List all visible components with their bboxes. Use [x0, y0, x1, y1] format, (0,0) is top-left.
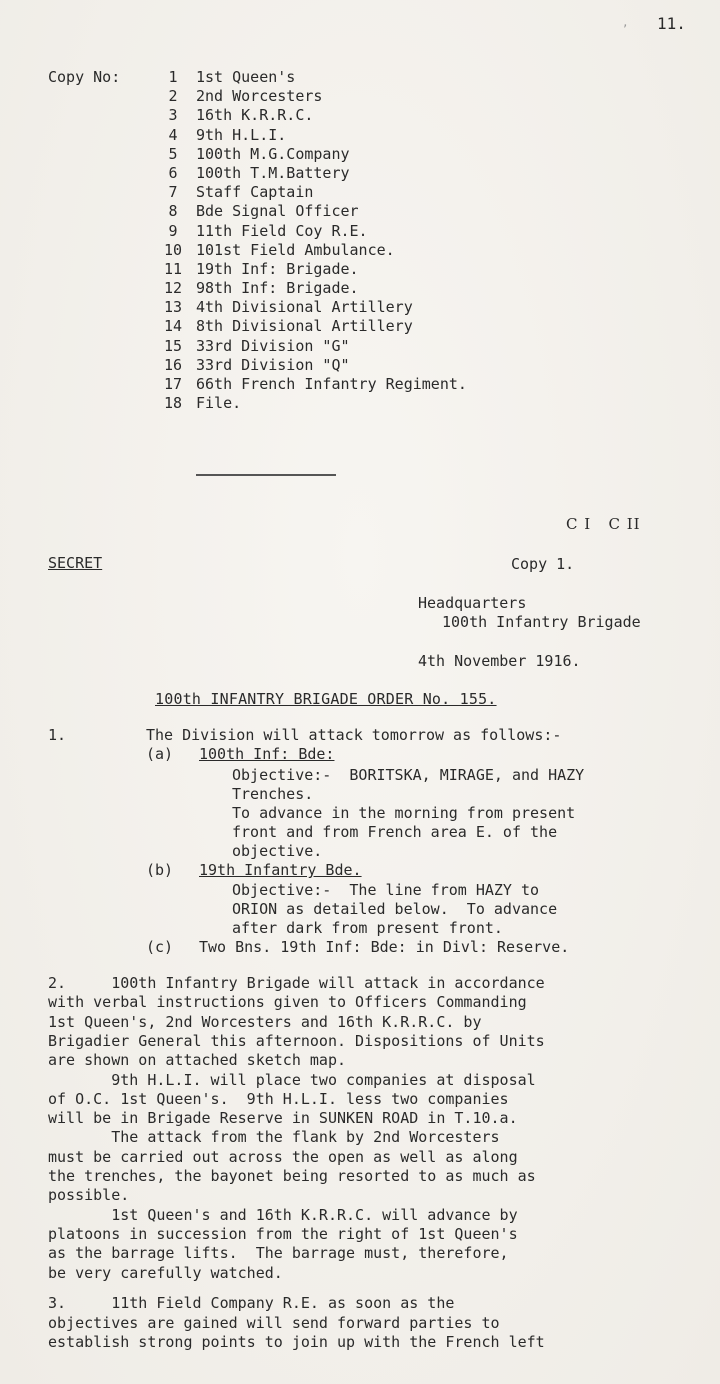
- distribution-item: [150, 279, 467, 298]
- distribution-item: [150, 222, 467, 241]
- distribution-item: [150, 375, 467, 394]
- distribution-item: [150, 145, 467, 164]
- distribution-item: [150, 260, 467, 279]
- distribution-item-number: 13: [163, 298, 183, 317]
- distribution-item-number: 11: [163, 259, 183, 278]
- distribution-item-number: 5: [168, 144, 178, 163]
- distribution-item: [150, 298, 467, 317]
- para2-line: with verbal instructions given to Officers Commanding: [48, 993, 527, 1012]
- para1-b-label: (b): [146, 861, 174, 879]
- distribution-item-text: 4th Divisional Artillery: [196, 298, 413, 317]
- distribution-list: [150, 68, 467, 413]
- para1-a-line: Objective:- BORITSKA, MIRAGE, and HAZY: [232, 766, 585, 784]
- distribution-item-text: 66th French Infantry Regiment.: [196, 375, 467, 393]
- distribution-item-number: 9: [168, 221, 178, 240]
- distribution-item-number: 1: [168, 68, 178, 86]
- hq-line-1: Headquarters: [418, 594, 527, 612]
- distribution-item-text: 8th Divisional Artillery: [196, 317, 413, 336]
- order-title: 100th INFANTRY BRIGADE ORDER No. 155.: [155, 690, 497, 708]
- para1-a-line: front and from French area E. of the: [232, 823, 558, 841]
- para2-line: 1st Queen's and 16th K.R.R.C. will advance by: [48, 1205, 518, 1224]
- hq-line-2: 100th Infantry Brigade: [442, 613, 641, 631]
- distribution-item-text: File.: [196, 394, 242, 413]
- distribution-item-number: 16: [163, 355, 183, 374]
- distribution-item-text: 33rd Division "Q": [196, 355, 350, 374]
- distribution-item-number: 3: [168, 106, 178, 125]
- para1-a-line: objective.: [232, 842, 323, 860]
- distribution-item: [150, 202, 467, 221]
- distribution-item: [150, 106, 467, 125]
- para2-line: 9th H.L.I. will place two companies at disposal: [48, 1070, 536, 1089]
- para3-line: establish strong points to join up with the French left: [48, 1333, 545, 1351]
- distribution-item-text: 33rd Division "G": [196, 336, 350, 355]
- distribution-item-number: 2: [168, 87, 178, 106]
- para2-line: the trenches, the bayonet being resorted to as much as: [48, 1167, 536, 1185]
- distribution-item-text: 100th T.M.Battery: [196, 163, 350, 182]
- para2-line: 1st Queen's, 2nd Worcesters and 16th K.R.R.C. by: [48, 1012, 482, 1031]
- para2-line: are shown on attached sketch map.: [48, 1051, 347, 1070]
- para1-b-line: after dark from present front.: [232, 919, 503, 937]
- para3-line: objectives are gained will send forward parties to: [48, 1313, 500, 1332]
- para1-b-line: Objective:- The line from HAZY to: [232, 881, 540, 899]
- distribution-item: [150, 68, 467, 87]
- distribution-item-number: 12: [163, 279, 183, 298]
- distribution-item-number: 6: [168, 163, 178, 182]
- para2-line: will be in Brigade Reserve in SUNKEN ROAD in T.10.a.: [48, 1109, 518, 1128]
- section-divider: [196, 474, 336, 476]
- distribution-item: [150, 183, 467, 202]
- page-number: 11.: [657, 14, 686, 33]
- distribution-item: [150, 317, 467, 336]
- distribution-item: [150, 87, 467, 106]
- copy-number: Copy 1.: [511, 555, 575, 573]
- para2-line: possible.: [48, 1186, 130, 1205]
- distribution-item-number: 14: [163, 317, 183, 336]
- para1-a-label: (a): [146, 745, 174, 763]
- para2-line: be very carefully watched.: [48, 1263, 283, 1282]
- para2-line: platoons in succession from the right of 1st Queen's: [48, 1224, 518, 1243]
- distribution-item-text: Bde Signal Officer: [196, 202, 359, 221]
- secret-heading: SECRET: [48, 554, 103, 572]
- para1-b-heading: 19th Infantry Bde.: [199, 861, 362, 879]
- distribution-item: [150, 394, 467, 413]
- distribution-item: [150, 337, 467, 356]
- pencil-tick-mark: ,: [622, 16, 629, 29]
- distribution-item: [150, 126, 467, 145]
- distribution-item-number: 18: [163, 394, 183, 413]
- distribution-item-text: Staff Captain: [196, 183, 314, 202]
- order-date: 4th November 1916.: [418, 652, 581, 670]
- para1-a-line: To advance in the morning from present: [232, 804, 576, 822]
- distribution-item-text: 11th Field Coy R.E.: [196, 221, 368, 240]
- distribution-item-text: 2nd Worcesters: [196, 87, 323, 106]
- distribution-item-number: 7: [168, 183, 178, 202]
- distribution-item-text: 100th M.G.Company: [196, 144, 350, 163]
- classification-marks: C I C II: [566, 515, 641, 533]
- para3-line: 3. 11th Field Company R.E. as soon as the: [48, 1294, 455, 1312]
- para2-line: must be carried out across the open as well as along: [48, 1147, 518, 1166]
- distribution-item-text: 1st Queen's: [196, 68, 296, 86]
- distribution-item-number: 15: [163, 336, 183, 355]
- distribution-item-text: 9th H.L.I.: [196, 125, 287, 144]
- para2-line: The attack from the flank by 2nd Worcesters: [48, 1128, 500, 1147]
- distribution-item: [150, 164, 467, 183]
- para1-c-text: Two Bns. 19th Inf: Bde: in Divl: Reserve.: [199, 938, 570, 956]
- distribution-item: [150, 241, 467, 260]
- para1-number: 1.: [48, 726, 67, 744]
- distribution-item-number: 10: [163, 240, 183, 259]
- distribution-item-number: 4: [168, 125, 178, 144]
- para1-intro: The Division will attack tomorrow as follows:-: [146, 726, 562, 744]
- distribution-item: [150, 356, 467, 375]
- para2-line: as the barrage lifts. The barrage must, therefore,: [48, 1244, 509, 1263]
- distribution-item-text: 98th Inf: Brigade.: [196, 279, 359, 298]
- para1-a-line: Trenches.: [232, 785, 314, 803]
- distribution-item-text: 16th K.R.R.C.: [196, 106, 314, 125]
- para1-b-line: ORION as detailed below. To advance: [232, 900, 558, 918]
- para2-line: of O.C. 1st Queen's. 9th H.L.I. less two companies: [48, 1089, 509, 1108]
- para2-line: Brigadier General this afternoon. Dispositions of Units: [48, 1031, 545, 1050]
- distribution-item-text: 101st Field Ambulance.: [196, 240, 395, 259]
- distribution-item-number: 8: [168, 202, 178, 221]
- para1-a-heading: 100th Inf: Bde:: [199, 745, 335, 763]
- para2-line: 2. 100th Infantry Brigade will attack in accordance: [48, 974, 545, 992]
- distribution-label: Copy No:: [48, 68, 121, 86]
- distribution-item-number: 17: [163, 375, 183, 393]
- para1-c-label: (c): [146, 938, 174, 956]
- distribution-item-text: 19th Inf: Brigade.: [196, 259, 359, 278]
